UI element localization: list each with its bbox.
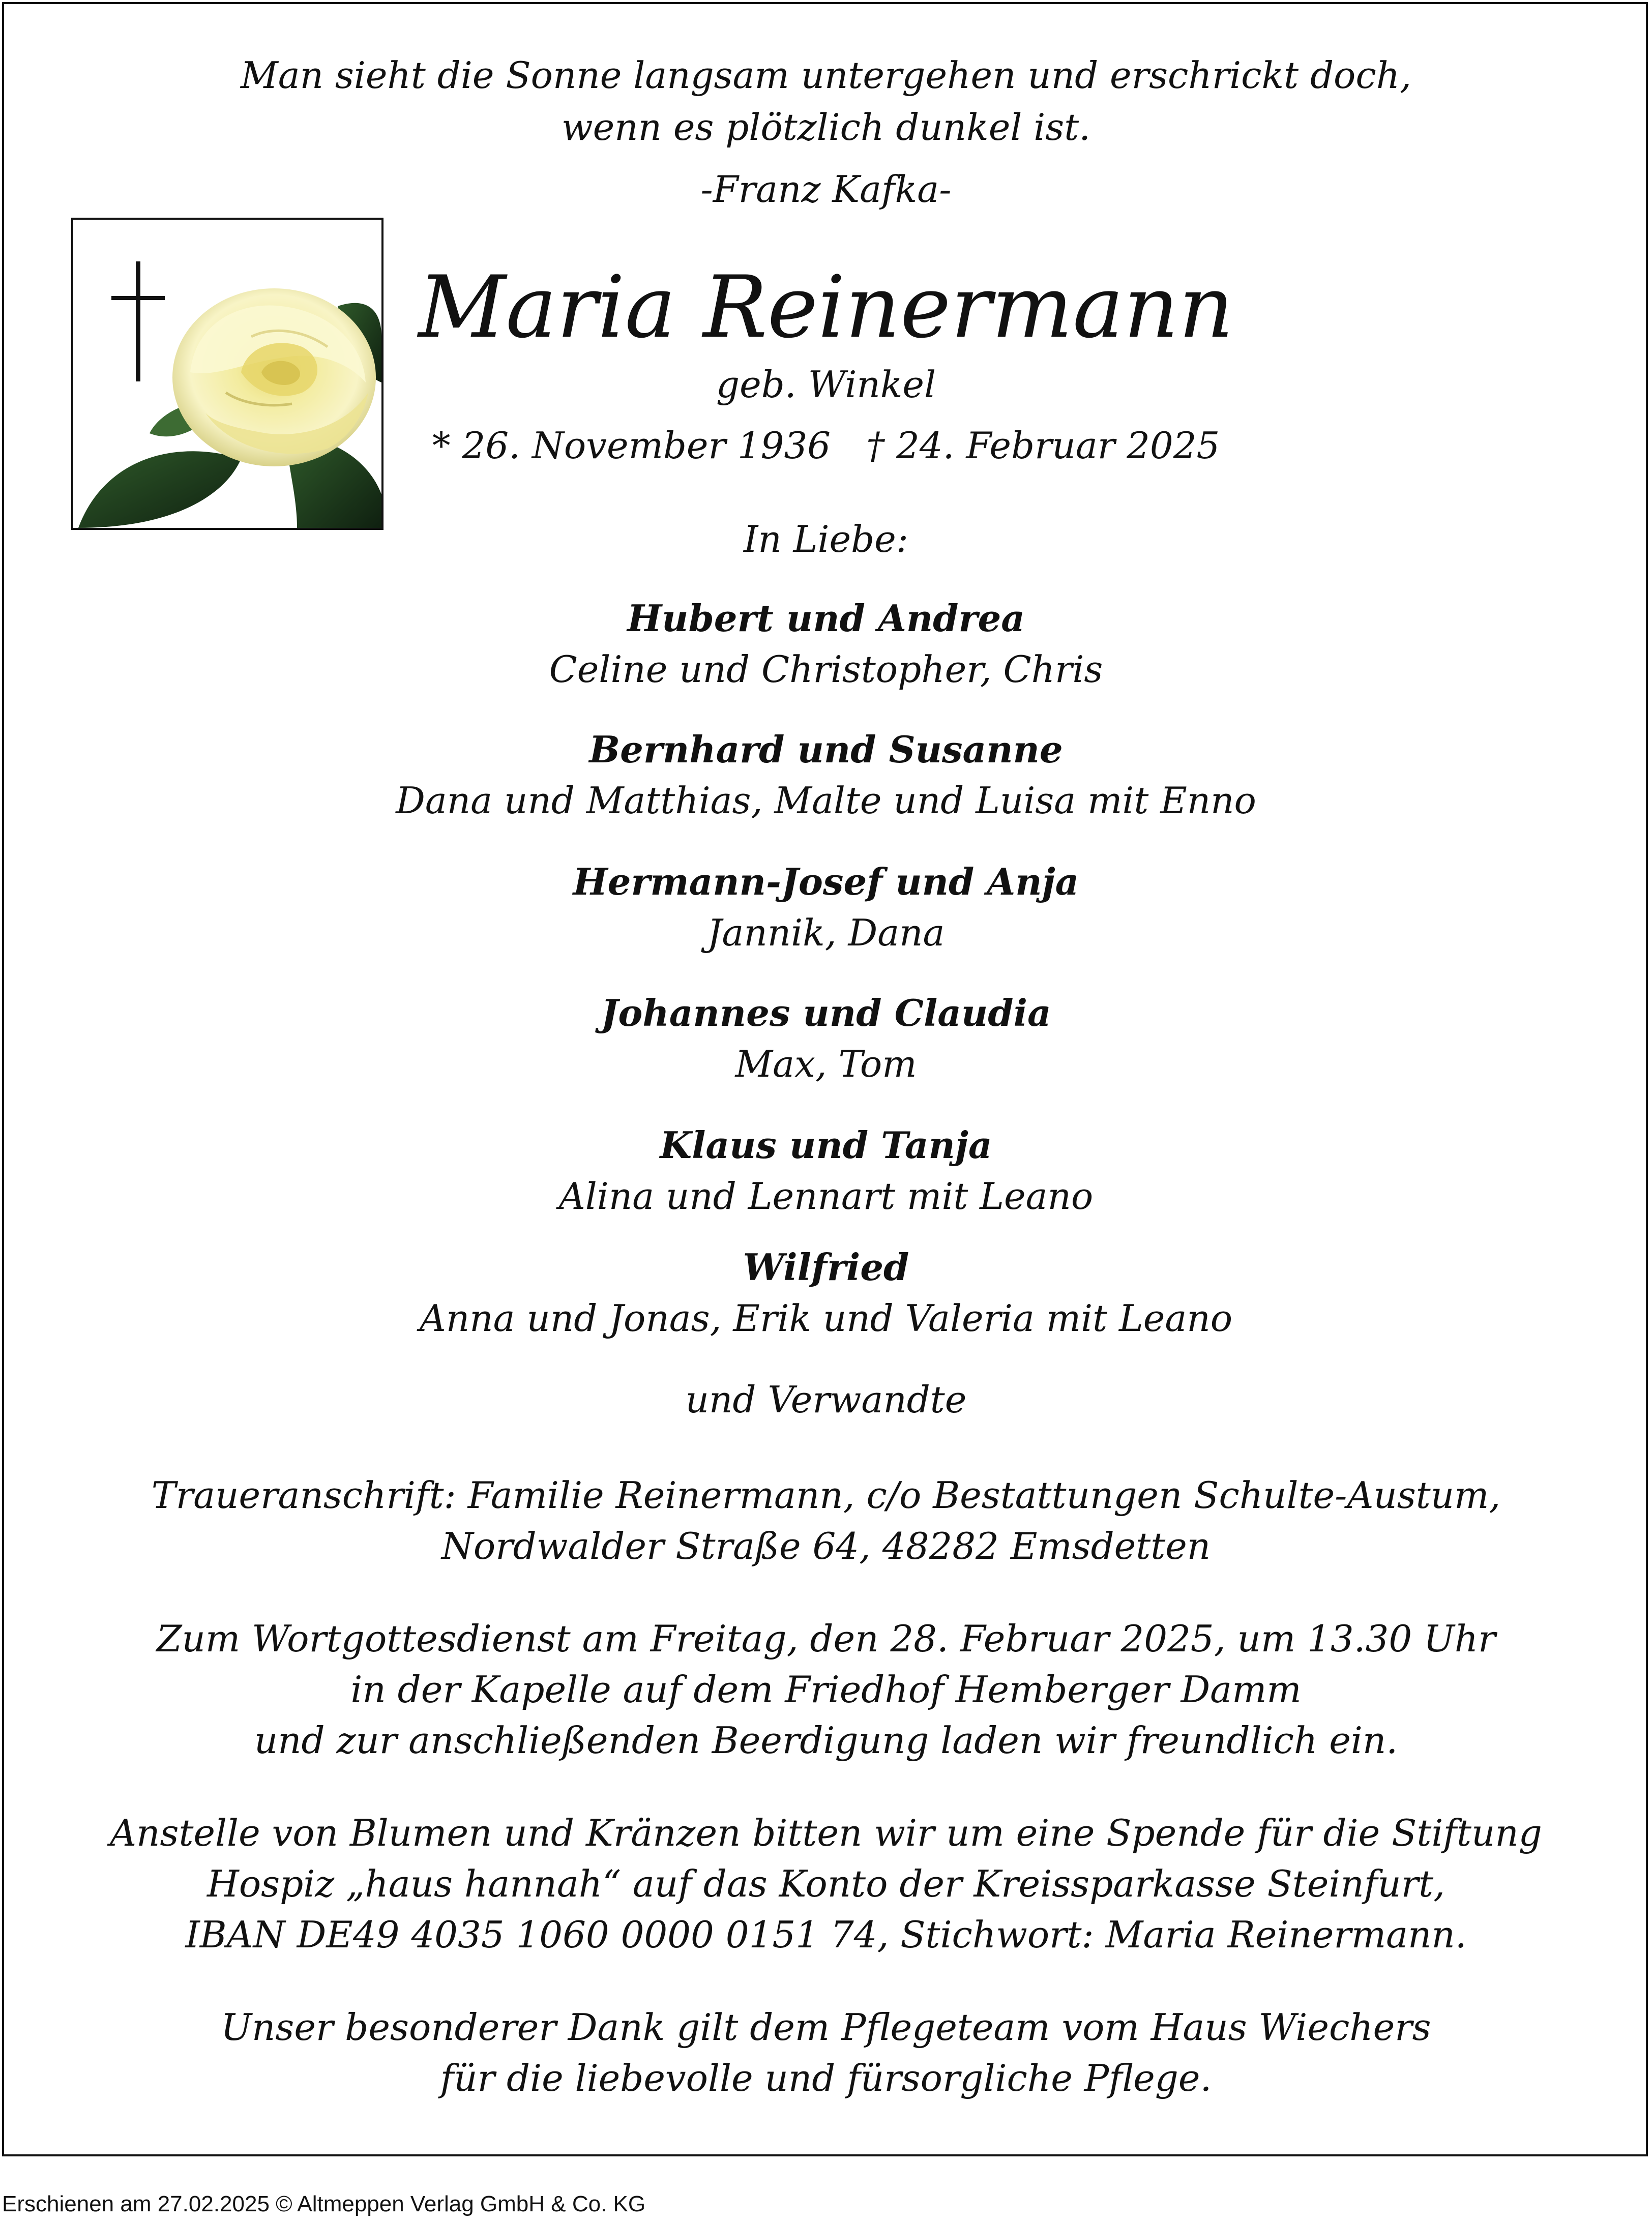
thanks-line-2: für die liebevolle und fürsorgliche Pflege. — [440, 2057, 1212, 2099]
address-line-2: Nordwalder Straße 64, 48282 Emsdetten — [441, 1525, 1211, 1567]
quote-line-2: wenn es plötzlich dunkel ist. — [561, 106, 1091, 149]
family-parents: Hubert und Andrea — [627, 597, 1025, 640]
birth-name: geb. Winkel — [716, 363, 936, 406]
birth-date: * 26. November 1936 — [432, 424, 831, 467]
family-children: Dana und Matthias, Malte und Luisa mit Enno — [396, 779, 1256, 822]
relatives: und Verwandte — [685, 1378, 967, 1421]
family-parents: Johannes und Claudia — [601, 991, 1051, 1034]
family-children: Celine und Christopher, Chris — [549, 648, 1103, 691]
quote-line-1: Man sieht die Sonne langsam untergehen und erschrickt doch, — [241, 54, 1411, 97]
family-parents: Wilfried — [743, 1246, 909, 1289]
family-children: Alina und Lennart mit Leano — [558, 1175, 1094, 1218]
donation-line-3: IBAN DE49 4035 1060 0000 0151 74, Stichwort: Maria Reinermann. — [185, 1913, 1467, 1956]
thanks-line-1: Unser besonderer Dank gilt dem Pflegeteam vom Haus Wiechers — [221, 2006, 1431, 2049]
donation-line-2: Hospiz „haus hannah“ auf das Konto der Kreissparkasse Steinfurt, — [207, 1862, 1445, 1905]
family-children: Anna und Jonas, Erik und Valeria mit Leano — [419, 1297, 1233, 1340]
life-dates — [0, 420, 1652, 471]
family-children: Max, Tom — [735, 1043, 917, 1085]
service-line-2: in der Kapelle auf dem Friedhof Hemberger Damm — [350, 1668, 1302, 1711]
donation-line-1: Anstelle von Blumen und Kränzen bitten wir um eine Spende für die Stiftung — [110, 1812, 1542, 1854]
family-children: Jannik, Dana — [707, 911, 945, 954]
quote-author: -Franz Kafka- — [700, 168, 952, 211]
address-line-1: Traueranschrift: Familie Reinermann, c/o Bestattungen Schulte-Austum, — [151, 1474, 1501, 1517]
death-date: † 24. Februar 2025 — [866, 424, 1220, 467]
family-parents: Hermann-Josef und Anja — [573, 860, 1079, 903]
family-parents: Klaus und Tanja — [660, 1123, 992, 1167]
service-line-1: Zum Wortgottesdienst am Freitag, den 28. Februar 2025, um 13.30 Uhr — [156, 1617, 1496, 1660]
in-love-heading: In Liebe: — [743, 518, 909, 560]
deceased-name: Maria Reinermann — [418, 257, 1234, 357]
family-parents: Bernhard und Susanne — [589, 728, 1063, 771]
service-line-3: und zur anschließenden Beerdigung laden wir freundlich ein. — [254, 1719, 1398, 1762]
publication-footer: Erschienen am 27.02.2025 © Altmeppen Verlag GmbH & Co. KG — [2, 2191, 646, 2216]
